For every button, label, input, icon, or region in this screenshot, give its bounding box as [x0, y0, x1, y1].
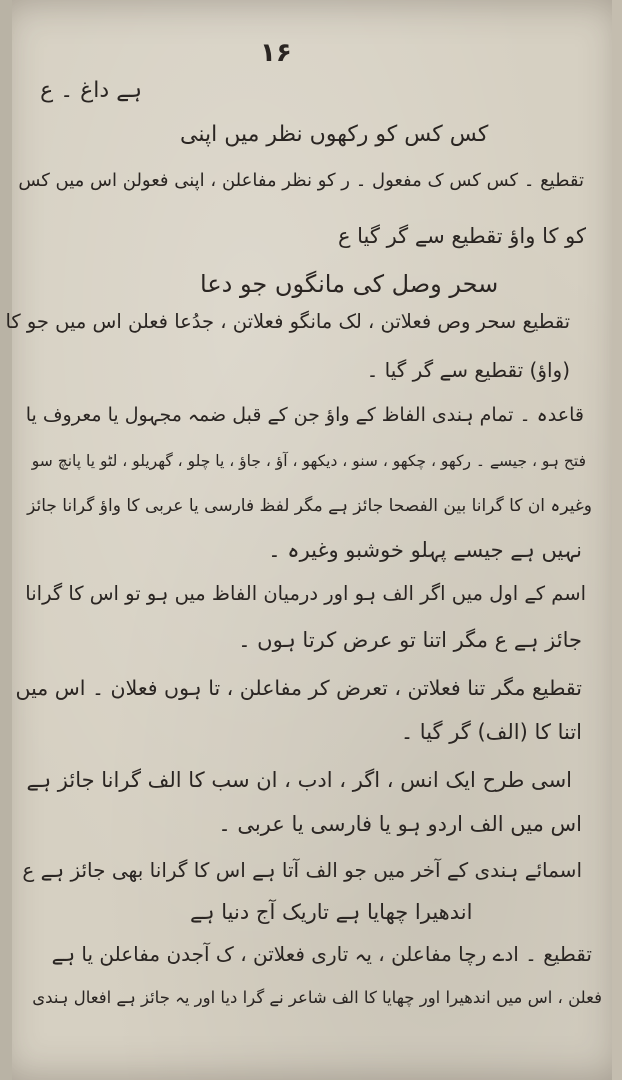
- verse-line-3: اندھیرا چھایا ہے تاریک آج دنیا ہے: [190, 900, 473, 924]
- text-line-20: تقطیع ۔ ادے رچا مفاعلن ، یہ تاری فعلاتن ، ک آجدن مفاعلن یا ہے: [51, 942, 592, 966]
- verse-line-2: سحر وصل کی مانگوں جو دعا: [200, 270, 499, 298]
- text-line-7: (واؤ) تقطیع سے گر گیا ۔: [366, 358, 570, 382]
- text-line-13: جائز ہے ع مگر اتنا تو عرض کرتا ہوں ۔: [238, 628, 582, 652]
- page-right-edge: [612, 0, 622, 1080]
- text-line-9: فتح ہو ، جیسے ۔ رکھو ، چکھو ، سنو ، دیکھو ، آؤ ، جاؤ ، یا چلو ، گھریلو ، لٹو یا پانچ سو: [31, 452, 586, 470]
- text-line-18: اسمائے ہندی کے آخر میں جو الف آتا ہے اس کا گرانا بھی جائز ہے ع: [22, 858, 582, 882]
- text-line-12: اسم کے اول میں اگر الف ہو اور درمیان الفاظ میں ہو تو اس کا گرانا: [25, 582, 586, 605]
- text-line-15: اتنا کا (الف) گر گیا ۔: [400, 720, 582, 744]
- text-line-14: تقطیع مگر تنا فعلاتن ، تعرض کر مفاعلن ، تا ہوں فعلان ۔ اس میں: [15, 676, 582, 700]
- text-line-6: تقطیع سحر وص فعلاتن ، لک مانگو فعلاتن ، جدُعا فعلن اس میں جو کا: [5, 310, 570, 333]
- text-line-3: تقطیع ۔ کس کس ک مفعول ۔ ر کو نظر مفاعلن ، اپنی فعولن اس میں کس: [18, 170, 584, 191]
- text-line-17: اس میں الف اردو ہو یا فارسی یا عربی ۔: [218, 812, 582, 836]
- text-line-1: ہے داغ ۔ ع: [40, 78, 142, 103]
- text-line-16: اسی طرح ایک انس ، اگر ، ادب ، ان سب کا الف گرانا جائز ہے: [26, 768, 572, 792]
- rule-heading-line: قاعدہ ۔ تمام ہندی الفاظ کے واؤ جن کے قبل ضمہ مجہول یا معروف یا: [25, 404, 584, 426]
- text-line-21: فعلن ، اس میں اندھیرا اور چھایا کا الف شاعر نے گرا دیا اور یہ جائز ہے افعال ہندی: [32, 988, 602, 1007]
- page-left-edge: [0, 0, 12, 1080]
- text-line-10: وغیرہ ان کا گرانا بین الفصحا جائز ہے مگر لفظ فارسی یا عربی کا واؤ گرانا جائز: [27, 496, 592, 516]
- page-number: ۱۶: [260, 38, 292, 68]
- verse-line-1: کس کس کو رکھوں نظر میں اپنی: [180, 122, 489, 147]
- text-line-4: کو کا واؤ تقطیع سے گر گیا ع: [337, 224, 586, 248]
- text-line-11: نہیں ہے جیسے پہلو خوشبو وغیرہ ۔: [268, 538, 582, 562]
